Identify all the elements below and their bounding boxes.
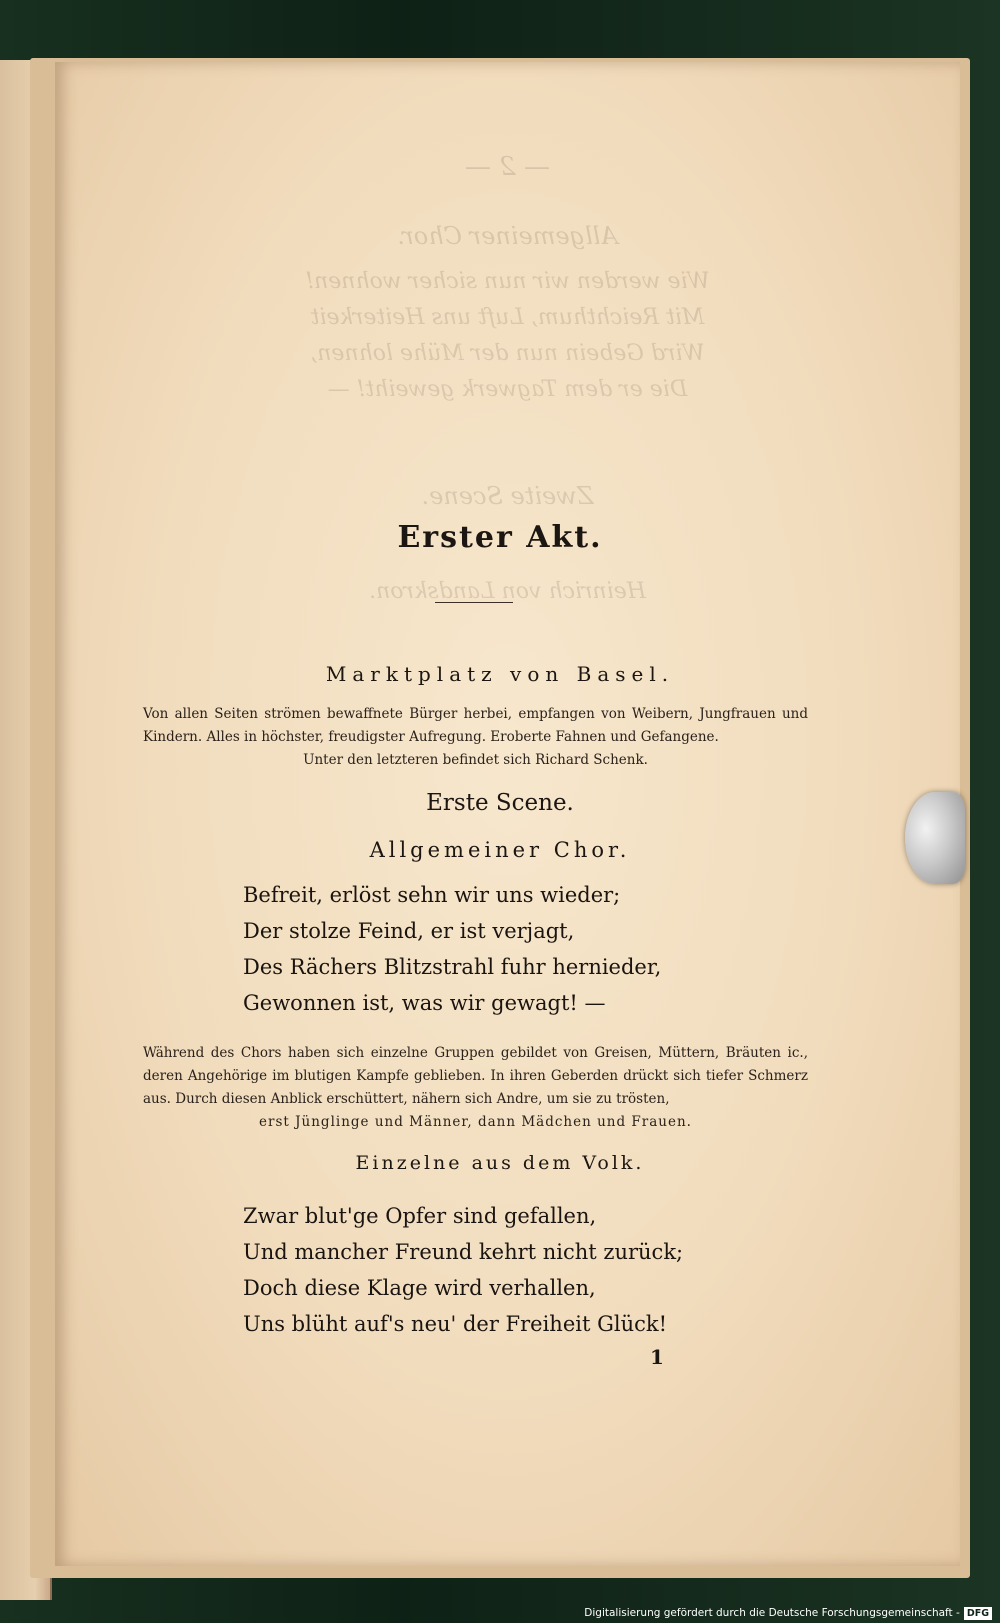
stage-direction-last-line: Unter den letzteren befindet sich Richard Schenk. bbox=[303, 752, 648, 768]
stage-direction-last-line: erst Jünglinge und Männer, dann Mädchen und Frauen. bbox=[259, 1114, 692, 1130]
dfg-logo: DFG bbox=[964, 1607, 992, 1620]
bleed-through-line: Die er dem Tagwerk geweiht! — bbox=[327, 377, 688, 402]
page-number: 1 bbox=[650, 1345, 664, 1369]
bleed-through-line: Allgemeiner Chor. bbox=[397, 222, 618, 250]
verse-line: Uns blüht auf's neu' der Freiheit Glück! bbox=[243, 1312, 668, 1336]
bleed-through-line: Wird Gebein nun der Mühe lohnen, bbox=[310, 341, 705, 366]
footer-text: Digitalisierung gefördert durch die Deutsche Forschungsgemeinschaft - bbox=[584, 1607, 960, 1619]
verse-line: Doch diese Klage wird verhallen, bbox=[243, 1276, 596, 1300]
verse-block bbox=[243, 877, 743, 1021]
verse-line: Und mancher Freund kehrt nicht zurück; bbox=[243, 1240, 684, 1264]
verse-line: Zwar blut'ge Opfer sind gefallen, bbox=[243, 1204, 597, 1228]
verse-line: Gewonnen ist, was wir gewagt! — bbox=[243, 991, 606, 1015]
place-title: Marktplatz von Basel. bbox=[325, 662, 675, 686]
speaker-label: Allgemeiner Chor. bbox=[369, 838, 631, 862]
title-divider bbox=[435, 602, 513, 603]
verse-block bbox=[243, 1198, 743, 1342]
stage-direction-text: Von allen Seiten strömen bewaffnete Bürger herbei, empfangen von Weibern, Jungfrauen und Kindern. Alles in höchster, freudigster Aufregung. Eroberte Fahnen und Gefangene. bbox=[143, 706, 808, 745]
stage-direction bbox=[143, 703, 808, 772]
act-title: Erster Akt. bbox=[397, 520, 603, 555]
bleed-through-page-number: — 2 — bbox=[464, 152, 551, 182]
digitization-footer bbox=[584, 1605, 992, 1621]
bleed-through-line: Wie werden wir nun sicher wohnen! bbox=[305, 269, 710, 294]
bleed-through-line: Mit Reichthum, Luft uns Heiterkeit bbox=[310, 305, 705, 330]
stage-direction bbox=[143, 1042, 808, 1134]
verse-line: Des Rächers Blitzstrahl fuhr hernieder, bbox=[243, 955, 662, 979]
verse-line: Befreit, erlöst sehn wir uns wieder; bbox=[243, 883, 621, 907]
bleed-through-line: Zweite Scene. bbox=[421, 482, 594, 510]
scene-title: Erste Scene. bbox=[426, 790, 574, 816]
stage-direction-text: Während des Chors haben sich einzelne Gruppen gebildet von Greisen, Müttern, Bräuten ic., deren Angehörige im blutigen Kampfe geblieben. In ihren Geberden drückt sich tiefer Schmerz aus. Durch diesen Anblick erschüttert, nähern sich Andre, um sie zu trösten, bbox=[143, 1045, 808, 1107]
verse-line: Der stolze Feind, er ist verjagt, bbox=[243, 919, 575, 943]
speaker-label: Einzelne aus dem Volk. bbox=[355, 1152, 645, 1174]
bleed-through-line: Heinrich von Landskron. bbox=[369, 579, 646, 604]
